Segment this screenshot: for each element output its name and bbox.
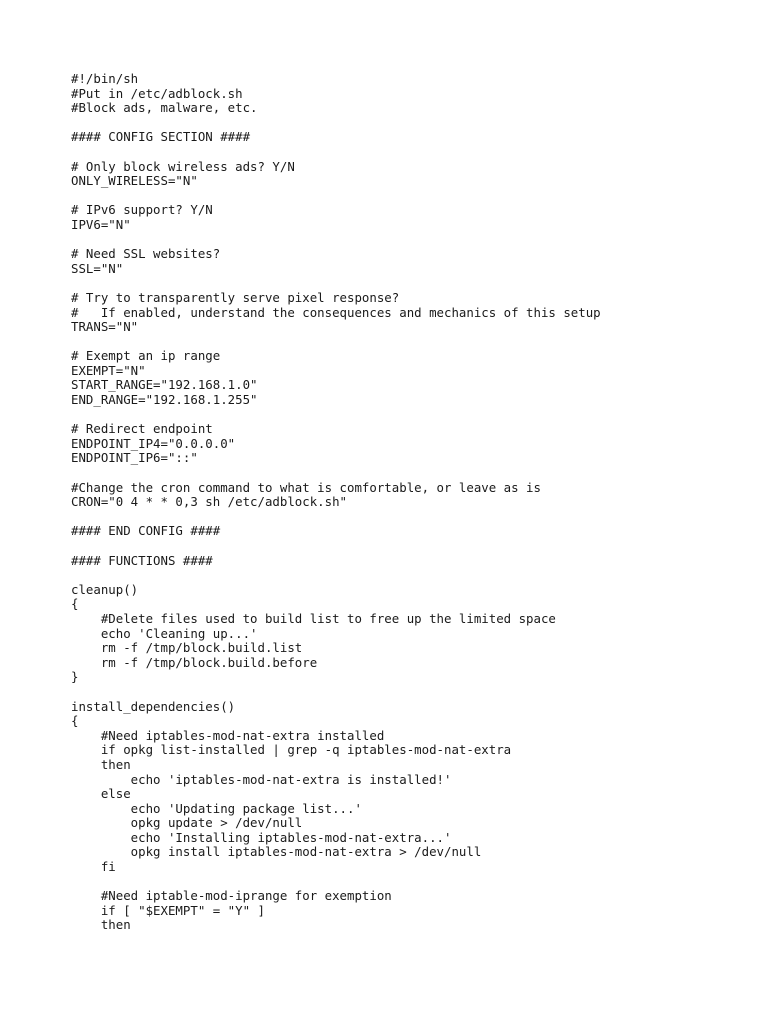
code-line: cleanup() [71,581,139,597]
code-line: ONLY_WIRELESS="N" [71,173,198,189]
code-line [71,539,751,554]
code-line [71,466,751,481]
code-line: # If enabled, understand the consequences and mechanics of this setup [71,304,601,320]
code-line: then [71,756,131,772]
code-line: EXEMPT="N" [71,362,146,378]
code-line: SSL="N" [71,260,124,276]
code-line: install_dependencies() [71,698,236,714]
code-line: #### FUNCTIONS #### [71,552,213,568]
code-line: #Put in /etc/adblock.sh [71,85,243,101]
code-line: } [71,669,79,685]
code-line: # Need SSL websites? [71,246,221,262]
code-line: END_RANGE="192.168.1.255" [71,392,258,408]
code-line: IPV6="N" [71,216,131,232]
code-line: { [71,596,79,612]
code-line: rm -f /tmp/block.build.list [71,640,303,656]
code-line: #Need iptables-mod-nat-extra installed [71,727,385,743]
code-line [71,233,751,248]
code-line: then [71,917,131,933]
code-line: if [ "$EXEMPT" = "Y" ] [71,902,265,918]
code-line [71,335,751,350]
document-page [71,72,751,1012]
code-line: CRON="0 4 * * 0,3 sh /etc/adblock.sh" [71,494,348,510]
code-line: #### CONFIG SECTION #### [71,129,251,145]
code-line: opkg install iptables-mod-nat-extra > /dev/null [71,844,482,860]
code-line: fi [71,859,116,875]
code-line: # Redirect endpoint [71,421,213,437]
code-line [71,685,751,700]
code-line: echo 'iptables-mod-nat-extra is installed!' [71,771,452,787]
script-listing [71,72,751,933]
code-line [71,510,751,525]
code-line [71,875,751,890]
code-line: START_RANGE="192.168.1.0" [71,377,258,393]
code-line: # IPv6 support? Y/N [71,202,213,218]
code-line: #Delete files used to build list to free up the limited space [71,610,556,626]
code-line: #Block ads, malware, etc. [71,100,258,116]
code-line: if opkg list-installed | grep -q iptables-mod-nat-extra [71,742,512,758]
code-line [71,276,751,291]
code-line: # Only block wireless ads? Y/N [71,158,295,174]
code-line [71,568,751,583]
code-line: #Change the cron command to what is comfortable, or leave as is [71,479,541,495]
code-line: { [71,713,79,729]
code-line: echo 'Installing iptables-mod-nat-extra...' [71,829,452,845]
code-line: else [71,786,131,802]
code-line: TRANS="N" [71,319,139,335]
code-line [71,145,751,160]
code-line: # Exempt an ip range [71,348,221,364]
code-line: ENDPOINT_IP6="::" [71,450,198,466]
code-line: ENDPOINT_IP4="0.0.0.0" [71,435,236,451]
code-line [71,116,751,131]
code-line: echo 'Cleaning up...' [71,625,258,641]
code-line [71,189,751,204]
code-line: opkg update > /dev/null [71,815,303,831]
code-line: rm -f /tmp/block.build.before [71,654,318,670]
code-line: #!/bin/sh [71,72,139,86]
code-line: #Need iptable-mod-iprange for exemption [71,888,392,904]
code-line: #### END CONFIG #### [71,523,221,539]
code-line: echo 'Updating package list...' [71,800,362,816]
code-line [71,408,751,423]
code-line: # Try to transparently serve pixel response? [71,289,400,305]
